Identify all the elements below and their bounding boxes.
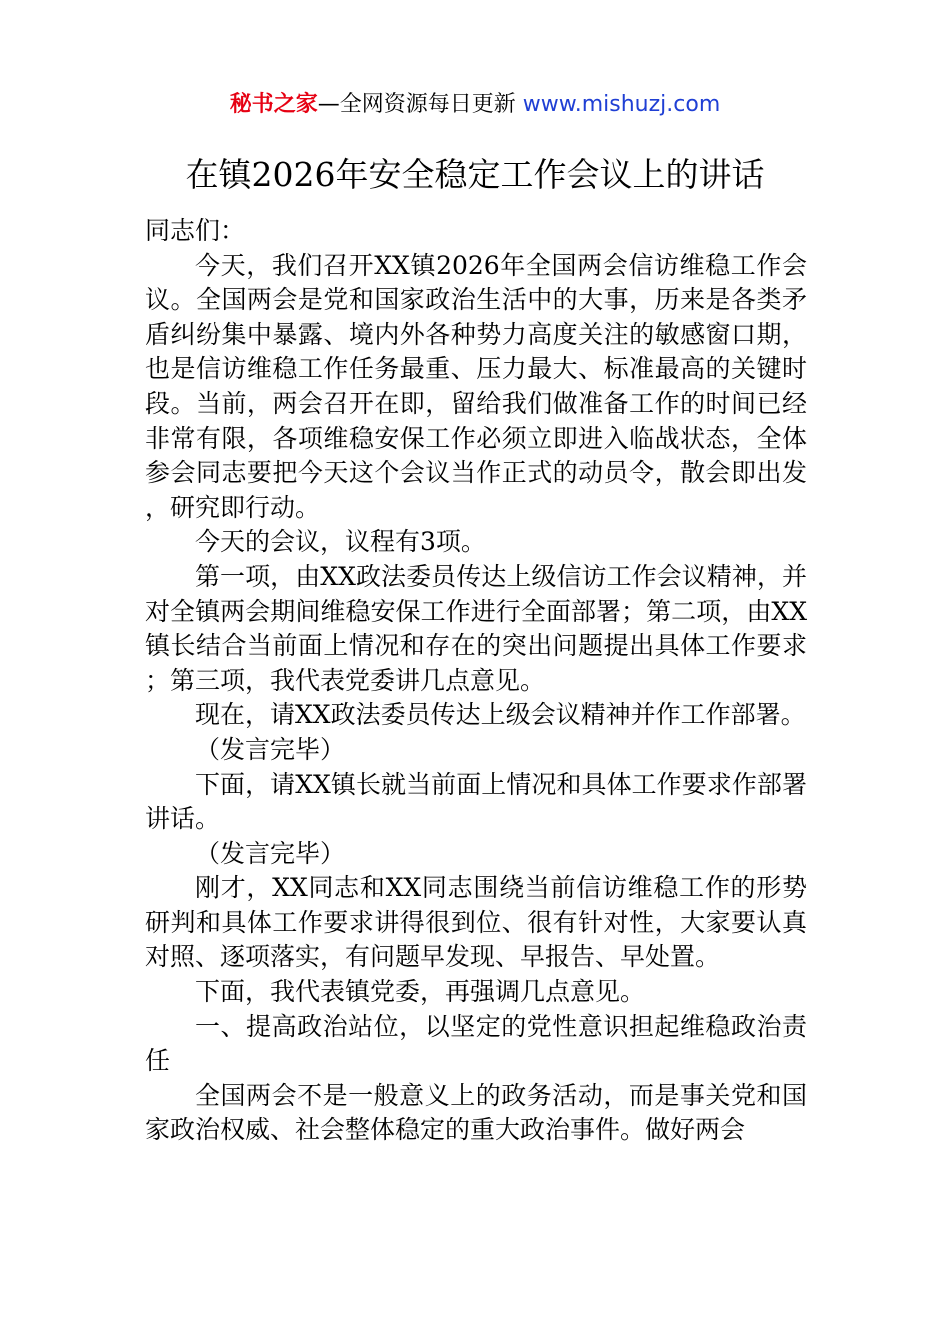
site-url-link[interactable]: www.mishuzj.com bbox=[522, 92, 721, 117]
paragraph: 下面，我代表镇党委，再强调几点意见。 bbox=[195, 977, 646, 1007]
site-header bbox=[0, 88, 950, 122]
paragraph: 现在，请XX政法委员传达上级会议精神并作工作部署。 bbox=[195, 700, 806, 730]
document-title: 在镇2026年安全稳定工作会议上的讲话 bbox=[185, 155, 765, 194]
paragraph: 刚才，XX同志和XX同志围绕当前信访维稳工作的形势研判和具体工作要求讲得很到位、很有针对性，大家要认真对照、逐项落实，有问题早发现、早报告、早处置。 bbox=[145, 873, 807, 972]
paragraph: （发言完毕） bbox=[195, 734, 346, 764]
paragraph: （发言完毕） bbox=[195, 838, 346, 868]
paragraph: 全国两会不是一般意义上的政务活动，而是事关党和国家政治权威、社会整体稳定的重大政治事件。做好两会 bbox=[145, 1080, 807, 1145]
header-tagline: —全网资源每日更新 bbox=[317, 92, 523, 117]
section-heading: 一、提高政治站位，以坚定的党性意识担起维稳政治责任 bbox=[145, 1011, 807, 1076]
salutation: 同志们： bbox=[145, 216, 246, 245]
paragraph: 今天的会议，议程有3项。 bbox=[195, 527, 486, 557]
brand-name: 秘书之家 bbox=[229, 92, 318, 117]
paragraph: 今天，我们召开XX镇2026年全国两会信访维稳工作会议。全国两会是党和国家政治生活中的大事，历来是各类矛盾纠纷集中暴露、境内外各种势力高度关注的敏感窗口期，也是信访维稳工作任务最重、压力最大、标准最高的关键时段。当前，两会召开在即，留给我们做准备工作的时间已经非常有限，各项维稳安保工作必须立即进入临战状态，全体参会同志要把今天这个会议当作正式的动员令，散会即出发，研究即行动。 bbox=[145, 250, 807, 522]
paragraph: 下面，请XX镇长就当前面上情况和具体工作要求作部署讲话。 bbox=[145, 769, 807, 834]
paragraph: 第一项，由XX政法委员传达上级信访工作会议精神，并对全镇两会期间维稳安保工作进行全面部署；第二项，由XX镇长结合当前面上情况和存在的突出问题提出具体工作要求；第三项，我代表党委讲几点意见。 bbox=[145, 561, 807, 695]
document-body bbox=[145, 214, 807, 1148]
